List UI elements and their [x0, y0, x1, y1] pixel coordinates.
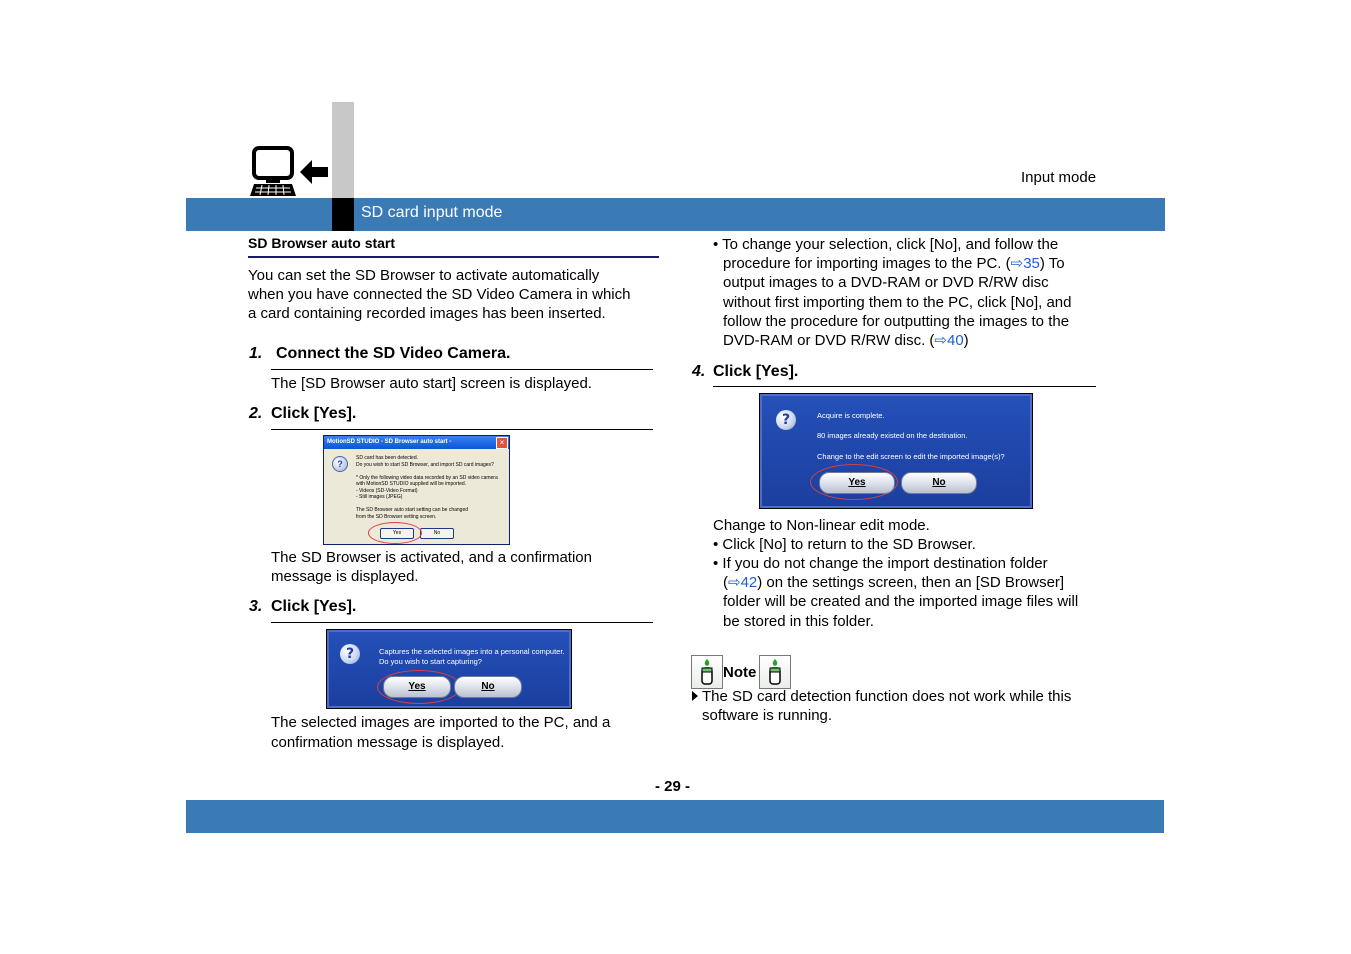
- close-icon: ×: [496, 437, 508, 449]
- step-3-rule: [271, 622, 653, 623]
- page-ref-link[interactable]: [934, 332, 963, 349]
- step-4-title: Click [Yes].: [713, 363, 799, 380]
- dialog-line: The SD Browser auto start setting can be changed: [356, 507, 469, 513]
- section-heading: SD Browser auto start: [248, 235, 396, 251]
- page-ref-link[interactable]: [728, 574, 757, 591]
- bullet-line: • Click [No] to return to the SD Browser.: [713, 536, 976, 553]
- page-ref-link[interactable]: [1011, 255, 1040, 272]
- header-gray-bar: [332, 102, 354, 199]
- step-4-rule: [713, 386, 1096, 387]
- dialog-line: with MotionSD STUDIO supplied will be imported.: [356, 481, 467, 487]
- step-2-number: 2.: [249, 405, 263, 422]
- dialog-line: Captures the selected images into a personal computer.: [379, 647, 565, 656]
- question-icon: ?: [340, 644, 360, 664]
- yes-button[interactable]: Yes: [380, 528, 414, 539]
- no-button[interactable]: No: [901, 472, 977, 494]
- dialog-line: 80 images already existed on the destination.: [817, 431, 968, 440]
- step-3-title: Click [Yes].: [271, 598, 357, 615]
- page-ref-number: 35: [1023, 255, 1040, 272]
- arrow-ref-icon: ⇨: [728, 574, 741, 591]
- bullet-line: without first importing them to the PC, click [No], and: [723, 294, 1072, 311]
- bullet-line: be stored in this folder.: [723, 613, 874, 630]
- capture-confirm-dialog: [327, 630, 571, 708]
- bullet-line: output images to a DVD-RAM or DVD R/RW disc: [723, 274, 1049, 291]
- dialog-line: Change to the edit screen to edit the imported image(s)?: [817, 452, 1005, 461]
- computer-input-icon: [250, 146, 330, 198]
- arrow-ref-icon: ⇨: [1010, 255, 1024, 272]
- footer-band: [186, 800, 1164, 833]
- intro-line-1: You can set the SD Browser to activate automatically: [248, 267, 600, 284]
- intro-line-2: when you have connected the SD Video Camera in which: [248, 286, 631, 303]
- step-4-number: 4.: [692, 363, 706, 380]
- step-4-desc: Change to Non-linear edit mode.: [713, 517, 930, 534]
- step-3-number: 3.: [249, 598, 263, 615]
- page-ref-number: 42: [740, 574, 758, 591]
- bullet-text: (: [723, 574, 728, 591]
- yes-button[interactable]: Yes: [383, 676, 451, 698]
- bullet-text: ): [963, 332, 969, 349]
- bullet-text: ) To: [1039, 255, 1065, 272]
- acquire-complete-dialog: [760, 394, 1032, 508]
- step-1-desc: The [SD Browser auto start] screen is displayed.: [271, 375, 592, 392]
- dialog-line: SD card has been detected.: [356, 455, 418, 461]
- arrow-ref-icon: ⇨: [934, 332, 947, 349]
- dialog-line: Do you wish to start SD Browser, and import SD card images?: [356, 461, 494, 468]
- section-label: Input mode: [1021, 169, 1097, 186]
- bullet-line: • To change your selection, click [No], and follow the: [713, 236, 1059, 253]
- page-number: - 29 -: [655, 778, 691, 795]
- yes-button[interactable]: Yes: [819, 472, 895, 494]
- step-1-number: 1.: [249, 345, 263, 362]
- note-icon: [759, 655, 791, 689]
- no-button[interactable]: No: [420, 528, 454, 539]
- dialog-line: Do you wish to start capturing?: [379, 657, 482, 666]
- no-button[interactable]: No: [454, 676, 522, 698]
- note-icon: [691, 655, 723, 689]
- dialog-line: from the SD Browser setting screen.: [356, 513, 437, 520]
- heading-rule: [248, 256, 659, 258]
- note-line-2: software is running.: [702, 707, 833, 724]
- question-icon: ?: [332, 456, 348, 472]
- triangle-bullet-icon: [691, 691, 699, 701]
- step-2-title: Click [Yes].: [271, 405, 357, 422]
- bullet-text: DVD-RAM or DVD R/RW disc. (: [723, 332, 935, 349]
- step-1-rule: [271, 369, 653, 370]
- bullet-line: • If you do not change the import destination folder: [713, 555, 1048, 572]
- step-2-desc-1: The SD Browser is activated, and a confirmation: [271, 549, 592, 566]
- dialog-title: MotionSD STUDIO - SD Browser auto start -: [327, 439, 452, 445]
- step-2-desc-2: message is displayed.: [271, 568, 419, 585]
- highlight-ring: [368, 522, 422, 544]
- bullet-line: [723, 254, 1065, 273]
- bullet-line: folder will be created and the imported image files will: [723, 593, 1079, 610]
- note-line-1: The SD card detection function does not work while this: [702, 688, 1072, 705]
- dialog-line: - Still images (JPEG): [356, 494, 403, 500]
- sd-browser-auto-start-dialog: [323, 435, 510, 545]
- bullet-line: [723, 573, 1064, 592]
- step-1-title: Connect the SD Video Camera.: [276, 345, 511, 362]
- bullet-text: procedure for importing images to the PC. (: [723, 255, 1011, 272]
- dialog-line: * Only the following video data recorded by an SD video camera: [356, 474, 498, 481]
- header-black-tab: [332, 198, 354, 231]
- bullet-line: [723, 331, 969, 350]
- intro-line-3: a card containing recorded images has been inserted.: [248, 305, 606, 322]
- page-ref-number: 40: [946, 332, 964, 349]
- step-3-desc-2: confirmation message is displayed.: [271, 734, 505, 751]
- dialog-line: - Videos (SD-Video Format): [356, 487, 418, 494]
- bullet-line: follow the procedure for outputting the images to the: [723, 313, 1070, 330]
- step-2-rule: [271, 429, 653, 430]
- bullet-text: ) on the settings screen, then an [SD Browser]: [757, 574, 1065, 591]
- note-label: Note: [723, 664, 757, 681]
- dialog-line: Acquire is complete.: [817, 411, 885, 420]
- page-title: SD card input mode: [361, 204, 503, 221]
- dialog-titlebar: [324, 436, 509, 449]
- step-3-desc-1: The selected images are imported to the PC, and a: [271, 714, 611, 731]
- question-icon: ?: [776, 410, 796, 430]
